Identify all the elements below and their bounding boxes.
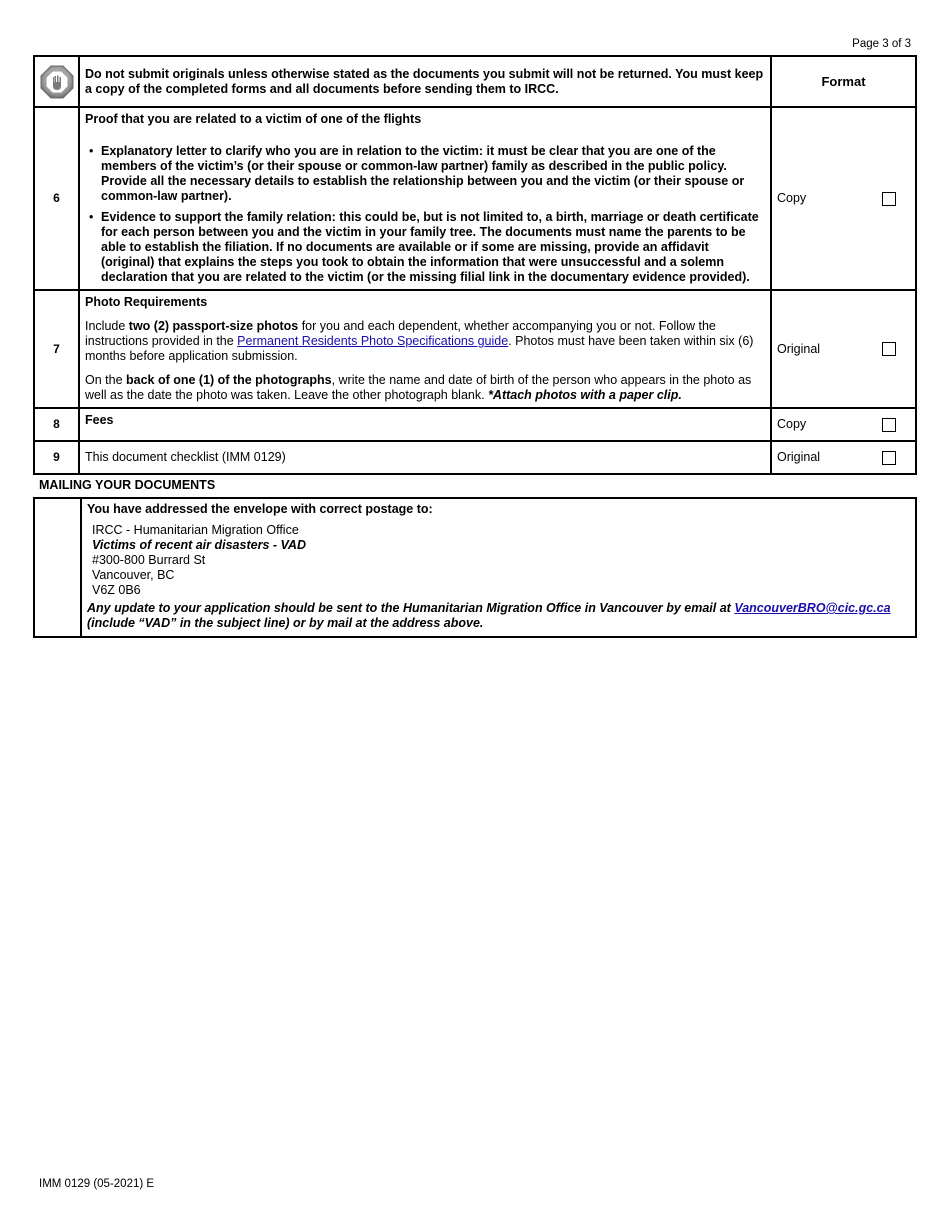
photo-paragraph-2 bbox=[85, 373, 764, 403]
document-checklist-table bbox=[33, 55, 917, 475]
address-line: IRCC - Humanitarian Migration Office bbox=[92, 523, 299, 537]
text-span: for you and each dependent, whether accompanying you or not. Follow the instructions provided in the bbox=[85, 319, 716, 348]
text-span: . Photos must have been taken within six (6) months before application submission. bbox=[85, 334, 754, 363]
checkbox[interactable] bbox=[882, 342, 896, 356]
row-title: This document checklist (IMM 0129) bbox=[85, 450, 286, 464]
row-description bbox=[79, 408, 771, 441]
row-title: Fees bbox=[85, 413, 114, 427]
mailing-heading: MAILING YOUR DOCUMENTS bbox=[39, 478, 216, 492]
format-cell bbox=[771, 441, 916, 474]
table-header-row bbox=[34, 56, 916, 107]
text-span: , write the name and date of birth of the person who appears in the photo as well as the date the photo was taken. Leave the other photograph blank. bbox=[85, 373, 752, 402]
table-row bbox=[34, 290, 916, 408]
header-icon-cell bbox=[34, 56, 79, 107]
address-line: #300-800 Burrard St bbox=[92, 553, 206, 567]
row-description bbox=[79, 441, 771, 474]
format-header-cell bbox=[771, 56, 916, 107]
email-link[interactable]: VancouverBRO@cic.gc.ca bbox=[734, 601, 891, 615]
text-span: Any update to your application should be sent to the Humanitarian Migration Office in Vancouver by email at bbox=[87, 601, 735, 615]
format-label: Copy bbox=[777, 191, 807, 205]
format-label: Copy bbox=[777, 417, 807, 431]
intro-text: Do not submit originals unless otherwise stated as the documents you submit will not be returned. You must keep a copy of the completed forms and all documents before sending them to IRCC. bbox=[85, 66, 764, 96]
checkbox[interactable] bbox=[882, 192, 896, 206]
row-number: 8 bbox=[34, 408, 79, 441]
intro-cell bbox=[79, 56, 771, 107]
warning-octagon-icon bbox=[40, 65, 74, 99]
mailing-instruction: You have addressed the envelope with correct postage to: bbox=[87, 502, 433, 516]
format-label: Original bbox=[777, 341, 821, 356]
format-cell bbox=[771, 408, 916, 441]
bullet-list bbox=[85, 144, 764, 285]
address-line: Victims of recent air disasters - VAD bbox=[92, 538, 306, 552]
row-number: 7 bbox=[34, 290, 79, 408]
table-row bbox=[34, 408, 916, 441]
format-label: Original bbox=[777, 450, 821, 464]
text-span: On the bbox=[85, 373, 126, 387]
table-row bbox=[34, 441, 916, 474]
row-description bbox=[79, 107, 771, 290]
format-cell bbox=[771, 107, 916, 290]
format-cell bbox=[771, 290, 916, 408]
table-row bbox=[34, 107, 916, 290]
photo-paragraph-1 bbox=[85, 319, 764, 364]
row-title: Photo Requirements bbox=[85, 295, 208, 309]
mailing-blank-cell bbox=[34, 498, 81, 637]
page-number: Page 3 of 3 bbox=[852, 38, 911, 50]
mailing-row bbox=[34, 498, 916, 637]
row-description bbox=[79, 290, 771, 408]
mailing-address bbox=[87, 523, 909, 598]
form-identifier: IMM 0129 (05-2021) E bbox=[39, 1178, 155, 1190]
format-header: Format bbox=[821, 74, 866, 89]
address-line: V6Z 0B6 bbox=[92, 583, 141, 597]
bullet-family-evidence: • Evidence to support the family relation: this could be, but is not limited to, a birth, marriage or death certificate for each person between you and the victim in your family tree. The documents must name the parents to be able to establish the filiation. If no documents are available or if some are missing, provide an affidavit (original) that explains the steps you took to obtain the information that were unsuccessful and a solemn declaration that you are related to the victim (or the missing filial link in the documentary evidence provided). bbox=[85, 210, 764, 285]
text-span: Include bbox=[85, 319, 129, 333]
bold-text: two (2) passport-size photos bbox=[128, 319, 299, 333]
row-title: Proof that you are related to a victim of one of the flights bbox=[85, 112, 422, 126]
row-number: 6 bbox=[34, 107, 79, 290]
checkbox[interactable] bbox=[882, 418, 896, 432]
mailing-table bbox=[33, 497, 917, 638]
update-note bbox=[87, 601, 909, 631]
mailing-content-cell bbox=[81, 498, 916, 637]
checkbox[interactable] bbox=[882, 451, 896, 465]
bold-italic-text: *Attach photos with a paper clip. bbox=[488, 388, 682, 402]
row-number: 9 bbox=[34, 441, 79, 474]
address-line: Vancouver, BC bbox=[92, 568, 175, 582]
bullet-explanatory-letter: • Explanatory letter to clarify who you are in relation to the victim: it must be clear that you are one of the members of the victim’s (or their spouse or common-law partner) family as described in the public policy. Provide all the necessary details to establish the relationship between you and the victim (or their spouse or common-law partner). bbox=[85, 144, 764, 204]
text-span: (include “VAD” in the subject line) or by mail at the address above. bbox=[87, 616, 484, 630]
bold-text: back of one (1) of the photographs bbox=[126, 373, 332, 387]
photo-specifications-link[interactable]: Permanent Residents Photo Specifications guide bbox=[237, 334, 509, 348]
